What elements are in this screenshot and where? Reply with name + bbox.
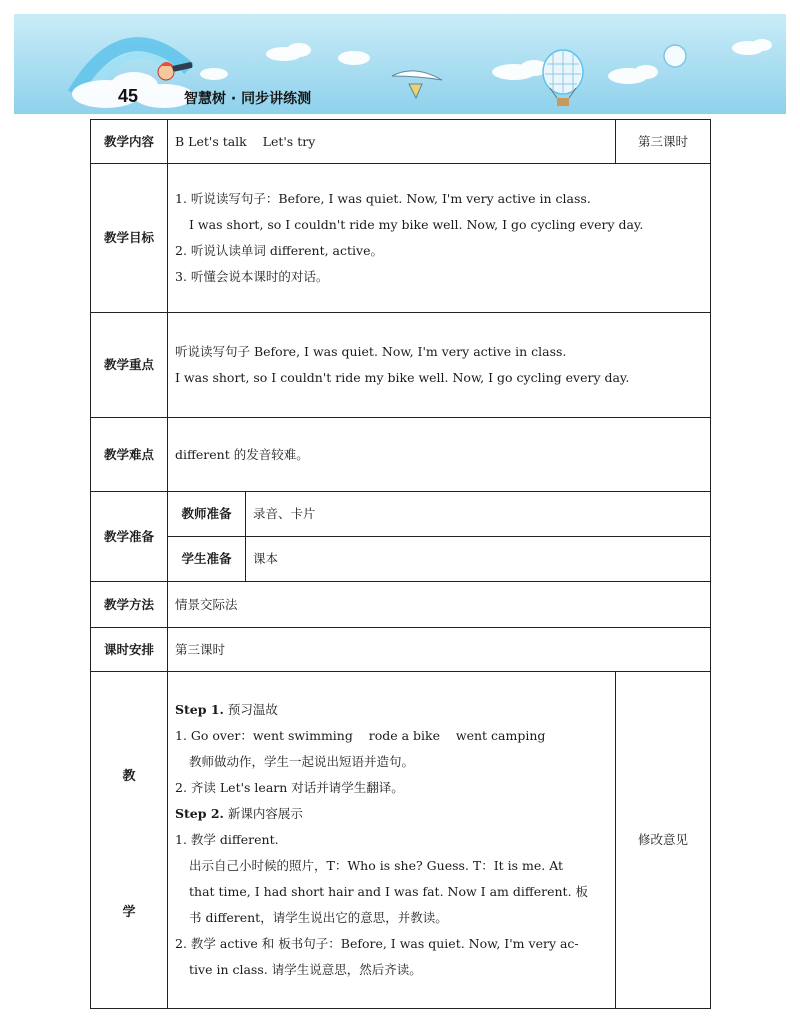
label-teacher-prep: 教师准备 [168,492,246,537]
lesson-plan-table [90,119,711,1009]
difficulties-value: different 的发音较难。 [168,418,711,492]
label-key-points: 教学重点 [91,313,168,418]
step2-line-3: that time, I had short hair and I was fat. Now I am different. 板 [189,884,589,899]
label-char-learn: 学 [122,905,136,920]
objective-line-4: 3. 听懂会说本课时的对话。 [175,269,329,284]
teaching-content-value: B Let's talk Let's try [168,120,616,164]
student-prep-value: 课本 [246,537,711,582]
objective-line-3: 2. 听说认读单词 different, active。 [175,243,383,258]
page-number: 45 [118,86,139,106]
step2-line-2: 出示自己小时候的照片，T：Who is she? Guess. T：It is me. At [189,858,564,873]
step1-line-3: 2. 齐读 Let's learn 对话并请学生翻译。 [175,780,404,795]
step1-line-1: 1. Go over：went swimming rode a bike went camping [175,728,546,743]
schedule-value: 第三课时 [168,628,711,672]
step1-title: Step 1. 预习温故 [175,702,278,717]
label-teaching-process [91,672,168,1009]
label-objectives: 教学目标 [91,164,168,313]
row-method [91,582,711,628]
step2-title: Step 2. 新课内容展示 [175,806,303,821]
lesson-period: 第三课时 [616,120,711,164]
step2-line-6: tive in class. 请学生说意思，然后齐读。 [189,962,422,977]
label-student-prep: 学生准备 [168,537,246,582]
label-char-teach: 教 [122,769,136,784]
book-title: 智慧树 · 同步讲练测 [184,91,312,107]
method-value: 情景交际法 [168,582,711,628]
objective-line-2: I was short, so I couldn't ride my bike well. Now, I go cycling every day. [189,217,644,232]
key-point-line-2: I was short, so I couldn't ride my bike well. Now, I go cycling every day. [175,370,630,385]
key-point-line-1: 听说读写句子 Before, I was quiet. Now, I'm very active in class. [175,344,567,359]
glider-icon [392,71,442,98]
sun-icon [664,45,686,67]
row-preparation-teacher [91,492,711,537]
row-objectives [91,164,711,313]
teaching-process-content [168,672,616,1009]
objectives-content [168,164,711,313]
label-schedule: 课时安排 [91,628,168,672]
row-key-points [91,313,711,418]
remark-column: 修改意见 [616,672,711,1009]
label-preparation: 教学准备 [91,492,168,582]
step2-line-4: 书 different，请学生说出它的意思，并教读。 [189,910,448,925]
step1-line-2: 教师做动作，学生一起说出短语并造句。 [189,754,415,769]
objective-line-1: 1. 听说读写句子：Before, I was quiet. Now, I'm very active in class. [175,191,591,206]
hot-air-balloon-icon [543,50,583,106]
key-points-content [168,313,711,418]
row-schedule [91,628,711,672]
row-teaching-process [91,672,711,1009]
row-teaching-content [91,120,711,164]
row-preparation-student [91,537,711,582]
step2-line-5: 2. 教学 active 和 板书句子：Before, I was quiet. Now, I'm very ac- [175,936,579,951]
teacher-prep-value: 录音、卡片 [246,492,711,537]
label-method: 教学方法 [91,582,168,628]
step2-line-1: 1. 教学 different. [175,832,279,847]
label-teaching-content: 教学内容 [91,120,168,164]
label-difficulties: 教学难点 [91,418,168,492]
row-difficulties [91,418,711,492]
